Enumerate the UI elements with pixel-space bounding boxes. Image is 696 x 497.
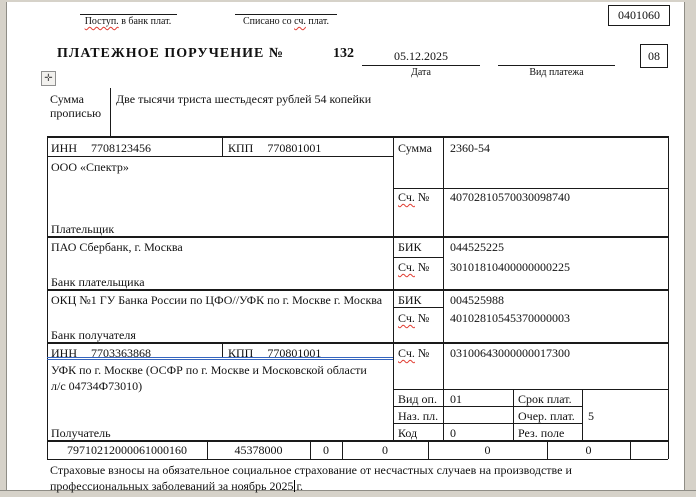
payer-bank-bik-label: БИК (398, 240, 422, 254)
border-details-col1 (513, 389, 514, 441)
table-move-handle-icon[interactable]: ✛ (41, 71, 56, 86)
debited-overline (235, 14, 337, 15)
payer-inn[interactable]: 7708123456 (91, 141, 151, 155)
debited-account-word: сч. (294, 16, 306, 27)
payee-kpp[interactable]: 770801001 (267, 346, 322, 360)
op-type-label: Вид оп. (398, 392, 437, 406)
payee-bank-section-label: Банк получателя (51, 328, 136, 342)
payee-inn-kpp-blue-underline (47, 357, 393, 360)
payer-bank-section-label: Банк плательщика (51, 275, 145, 289)
payment-type-label: Вид платежа (529, 67, 584, 78)
amount-words-value[interactable]: Две тысячи триста шестьдесят рублей 54 копейки (116, 92, 372, 106)
form-code: 0401060 (618, 8, 660, 22)
border-details-row1 (393, 406, 582, 407)
payer-kpp-label: КПП 770801001 (228, 141, 322, 155)
reserve-field-label: Рез. поле (518, 426, 565, 440)
border-tax-row-bottom (47, 459, 668, 460)
amount-words-divider (110, 88, 111, 137)
border-left (47, 136, 48, 459)
payee-name-line1[interactable]: УФК по г. Москве (ОСФР по г. Москве и Московской области (51, 363, 367, 377)
date-label: Дата (411, 67, 431, 78)
payer-bank-account-label: Сч. № (398, 260, 430, 274)
frame-right (684, 0, 696, 497)
purpose-line1[interactable]: Страховые взносы на обязательное социальное страхование от несчастных случаев на производстве и (50, 463, 572, 477)
payer-name[interactable]: ООО «Спектр» (51, 160, 129, 174)
border-payer-bank-bottom (47, 289, 668, 291)
payee-bank-bik-label: БИК (398, 293, 422, 307)
payee-account-label: Сч. № (398, 346, 430, 360)
amount-label: Сумма (398, 141, 432, 155)
border-payer-bottom (47, 236, 668, 238)
border-right (668, 136, 669, 459)
document-number[interactable]: 132 (333, 46, 354, 61)
payee-name-line2[interactable]: л/с 04734Ф73010) (51, 379, 143, 393)
border-row1-bottom (47, 136, 668, 138)
payer-account[interactable]: 40702810570030098740 (450, 190, 570, 204)
payer-bank-bik[interactable]: 044525225 (450, 240, 504, 254)
border-details-col2 (582, 389, 583, 441)
priority-label: Очер. плат. (518, 409, 575, 423)
tax-field-kbk[interactable]: 79710212000061000160 (67, 443, 187, 457)
payee-kpp-label: КПП 770801001 (228, 346, 322, 360)
border-details-row2 (393, 423, 582, 424)
code-value[interactable]: 0 (450, 426, 456, 440)
date-value[interactable]: 05.12.2025 (394, 49, 448, 63)
payee-bank-bik[interactable]: 004525988 (450, 293, 504, 307)
border-amount-bottom (393, 188, 668, 189)
payment-type-underline (498, 65, 615, 66)
border-payee-inn-kpp-divider (222, 342, 223, 358)
payee-bank-account-label: Сч. № (398, 311, 430, 325)
border-inn-kpp-bottom (47, 156, 393, 157)
payment-purpose-code-label: Наз. пл. (398, 409, 439, 423)
border-payee-account-bottom (393, 389, 668, 390)
tax-field-3[interactable]: 0 (323, 443, 329, 457)
payer-inn-label: ИНН 7708123456 (51, 141, 151, 155)
frame-left (0, 0, 7, 497)
debited-from-account-label: Списано со сч. плат. (242, 16, 330, 27)
payee-bank-name[interactable]: ОКЦ №1 ГУ Банка России по ЦФО//УФК по г. Москве г. Москва (51, 293, 383, 307)
received-in-bank-label: Поступ. в банк плат. (84, 16, 172, 27)
tax-field-5[interactable]: 0 (484, 443, 491, 457)
received-word: Поступ. (84, 16, 119, 27)
code-label: Код (398, 426, 418, 440)
payer-kpp[interactable]: 770801001 (267, 141, 322, 155)
border-inn-kpp-divider (222, 136, 223, 157)
amount-words-label-line1: Сумма (50, 92, 84, 106)
op-type-value[interactable]: 01 (450, 392, 462, 406)
tax-field-7[interactable] (630, 442, 668, 459)
amount-words-label-line2: прописью (50, 106, 102, 120)
payer-section-label: Плательщик (51, 222, 115, 236)
received-overline (80, 14, 177, 15)
border-payee-bank-bottom (47, 342, 668, 344)
payee-inn-label: ИНН 7703363868 (51, 346, 151, 360)
payer-status-box[interactable] (640, 44, 668, 68)
payee-inn[interactable]: 7703363868 (91, 346, 151, 360)
payer-account-label: Сч. № (398, 190, 430, 204)
date-underline (362, 65, 480, 66)
frame-top (0, 0, 696, 2)
document-title: ПЛАТЕЖНОЕ ПОРУЧЕНИЕ № (57, 46, 284, 61)
payer-status-code: 08 (648, 48, 660, 63)
payee-account[interactable]: 03100643000000017300 (450, 346, 570, 360)
purpose-line2[interactable]: профессиональных заболеваний за ноябрь 2025 г. (50, 479, 304, 493)
payer-bank-account[interactable]: 30101810400000000225 (450, 260, 570, 274)
border-bik1-bottom (393, 257, 443, 258)
payee-section-label: Получатель (51, 426, 111, 440)
amount-value[interactable]: 2360-54 (450, 141, 490, 155)
border-bik2-bottom (393, 307, 443, 308)
payer-bank-name[interactable]: ПАО Сбербанк, г. Москва (51, 240, 183, 254)
tax-field-6[interactable]: 0 (585, 443, 592, 457)
priority-value[interactable]: 5 (588, 409, 594, 423)
tax-field-4[interactable]: 0 (382, 443, 388, 457)
payee-bank-account[interactable]: 40102810545370000003 (450, 311, 570, 325)
due-date-label: Срок плат. (518, 392, 572, 406)
form-code-box (608, 5, 670, 26)
tax-field-oktmo[interactable]: 45378000 (234, 443, 283, 457)
